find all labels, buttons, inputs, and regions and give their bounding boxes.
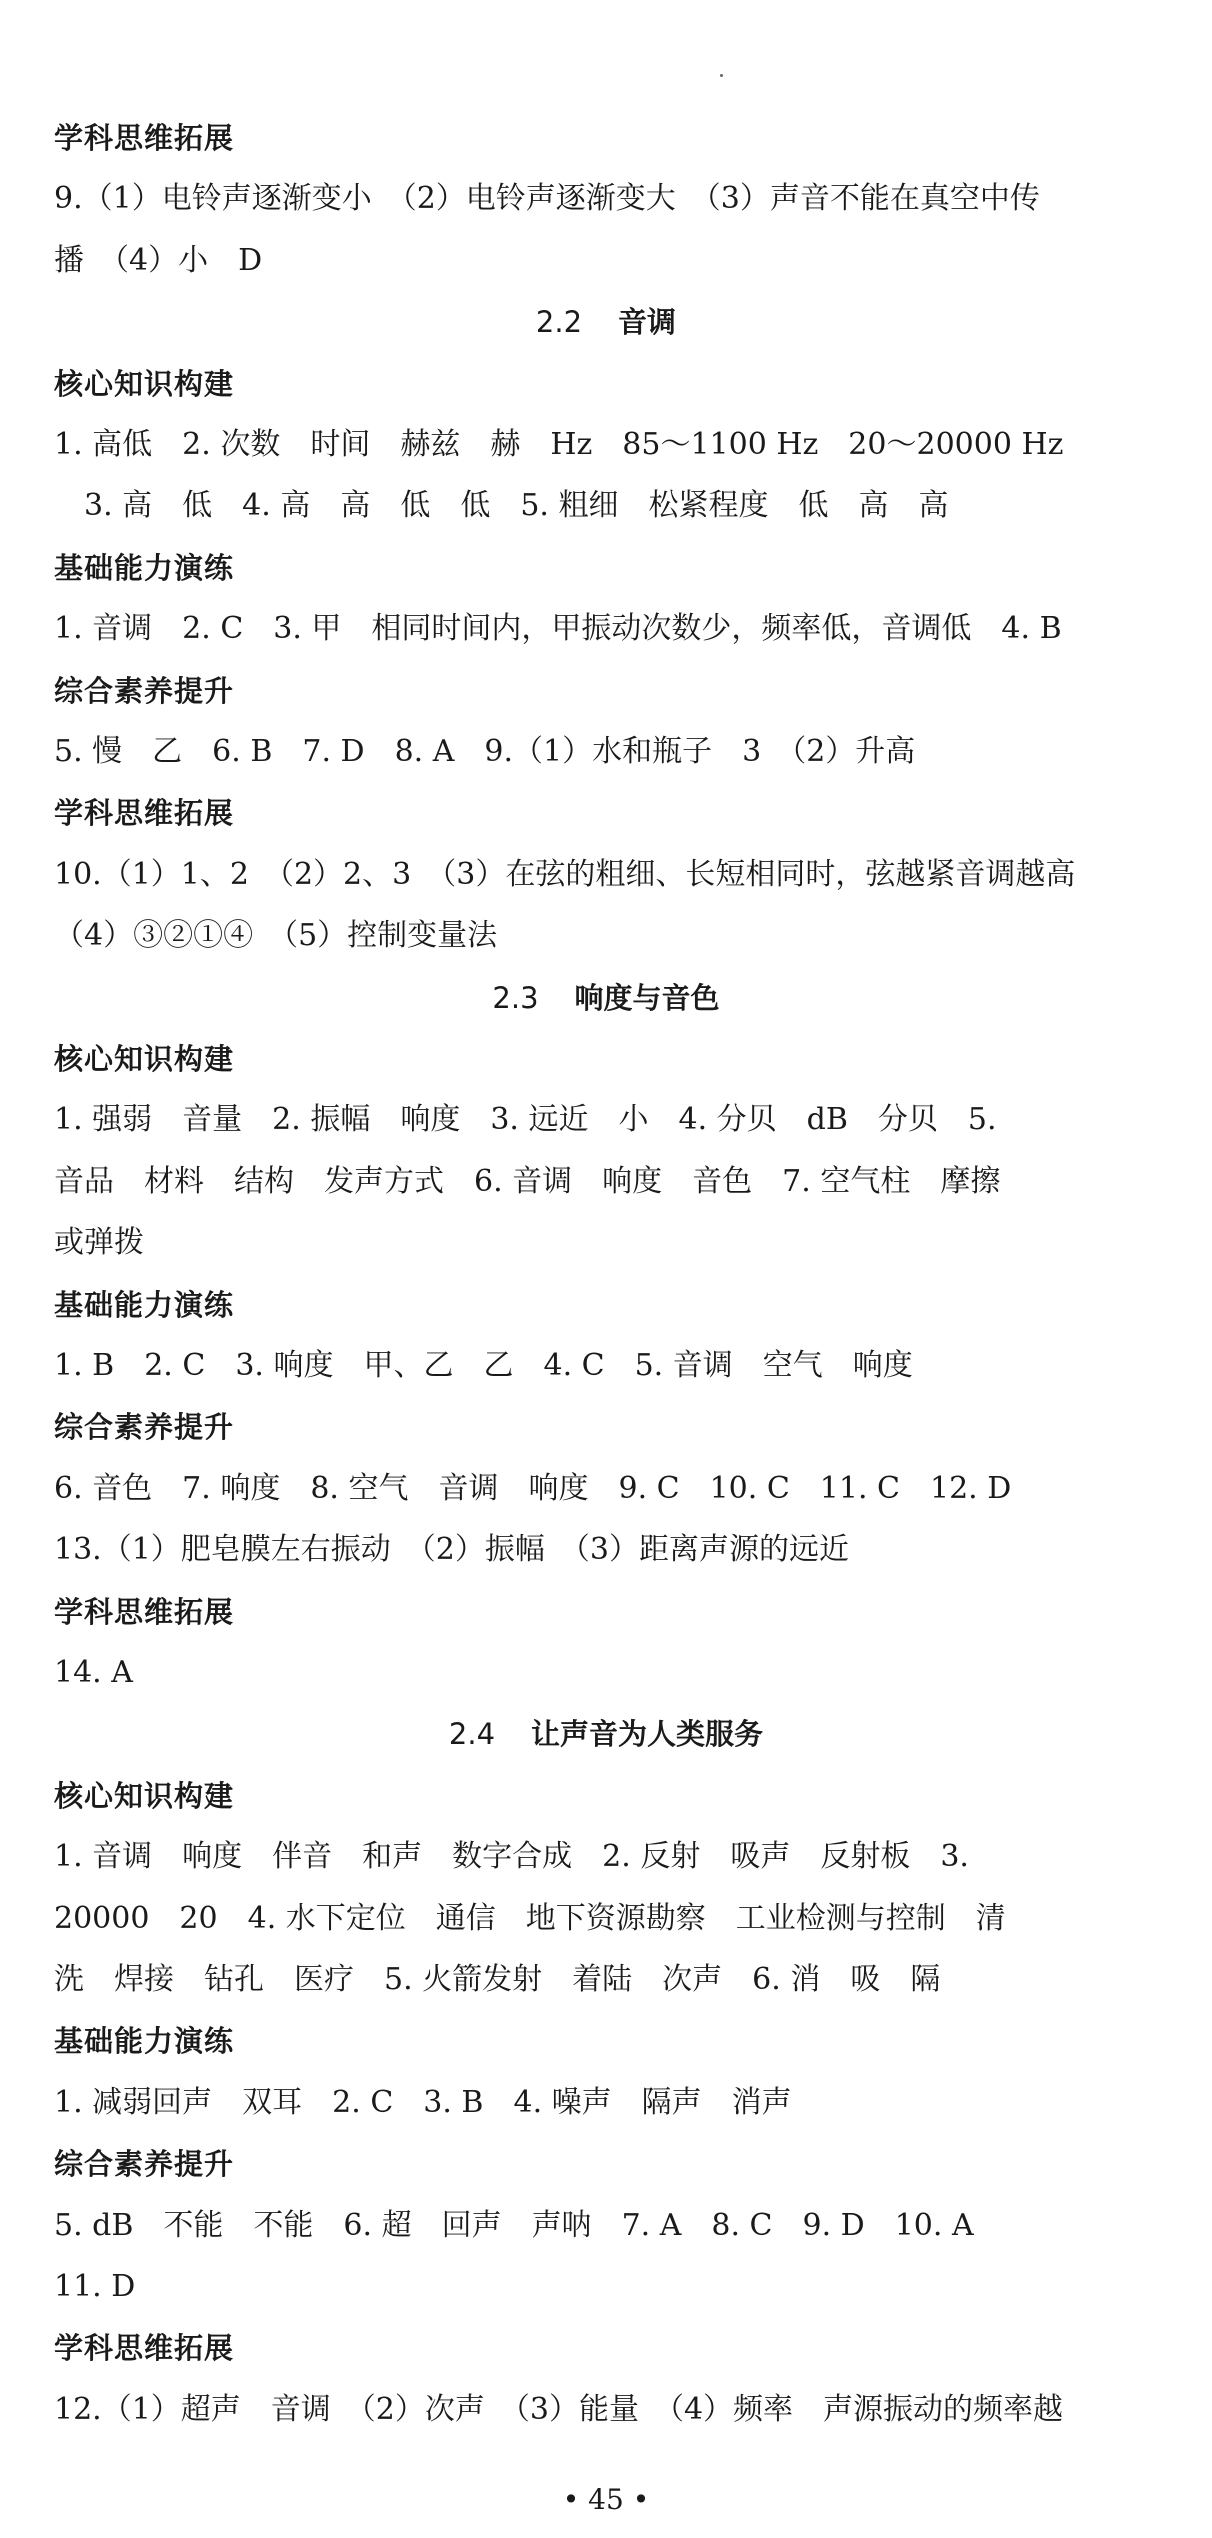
answer-line: 11. D: [54, 2269, 136, 2304]
answer-line: 1. 减弱回声 双耳 2. C 3. B 4. 噪声 隔声 消声: [54, 2085, 792, 2120]
section-number: 2.3: [492, 981, 539, 1015]
answer-line: 9.（1）电铃声逐渐变小 （2）电铃声逐渐变大 （3）声音不能在真空中传: [54, 181, 1040, 216]
answer-line: 5. dB 不能 不能 6. 超 回声 声呐 7. A 8. C 9. D 10. A: [54, 2208, 974, 2243]
subsection-heading: 基础能力演练: [54, 1288, 235, 1322]
subsection-heading: 基础能力演练: [54, 551, 235, 585]
answer-line: 1. 音调 响度 伴音 和声 数字合成 2. 反射 吸声 反射板 3.: [54, 1839, 969, 1874]
subsection-heading: 学科思维拓展: [54, 1595, 235, 1629]
subsection-heading: 综合素养提升: [54, 2147, 235, 2181]
answer-line: 音品 材料 结构 发声方式 6. 音调 响度 音色 7. 空气柱 摩擦: [54, 1164, 1001, 1199]
scan-dot: [720, 74, 723, 77]
section-number: 2.2: [535, 305, 583, 339]
section-title: [0, 1714, 1212, 1754]
subsection-heading: 学科思维拓展: [54, 2331, 235, 2365]
subsection-heading: 核心知识构建: [54, 1779, 235, 1813]
subsection-heading: 综合素养提升: [54, 674, 235, 708]
subsection-heading: 学科思维拓展: [54, 796, 235, 830]
answer-line: 3. 高 低 4. 高 高 低 低 5. 粗细 松紧程度 低 高 高: [54, 488, 949, 523]
subsection-heading: 学科思维拓展: [54, 121, 235, 155]
section-number: 2.4: [448, 1717, 496, 1751]
answer-line: 10.（1）1、2 （2）2、3 （3）在弦的粗细、长短相同时，弦越紧音调越高: [54, 857, 1076, 892]
answer-line: 播 （4）小 D: [54, 243, 263, 278]
answer-line: 5. 慢 乙 6. B 7. D 8. A 9.（1）水和瓶子 3 （2）升高: [54, 734, 916, 769]
answer-line: 1. 强弱 音量 2. 振幅 响度 3. 远近 小 4. 分贝 dB 分贝 5.: [54, 1102, 997, 1137]
page-number: • 45 •: [562, 2483, 650, 2516]
answer-line: 12.（1）超声 音调 （2）次声 （3）能量 （4）频率 声源振动的频率越: [54, 2392, 1064, 2427]
answer-line: 20000 20 4. 水下定位 通信 地下资源勘察 工业检测与控制 清: [54, 1901, 1006, 1936]
answer-line: 或弹拨: [54, 1225, 144, 1260]
subsection-heading: 基础能力演练: [54, 2024, 235, 2058]
section-name: 响度与音色: [574, 981, 720, 1015]
section-name: 让声音为人类服务: [531, 1717, 764, 1751]
answer-line: 1. B 2. C 3. 响度 甲、乙 乙 4. C 5. 音调 空气 响度: [54, 1348, 913, 1383]
subsection-heading: 核心知识构建: [54, 367, 235, 401]
answer-line: 1. 高低 2. 次数 时间 赫兹 赫 Hz 85～1100 Hz 20～20000 Hz: [54, 427, 1064, 462]
answer-line: 6. 音色 7. 响度 8. 空气 音调 响度 9. C 10. C 11. C 12. D: [54, 1471, 1012, 1506]
answer-line: 洗 焊接 钻孔 医疗 5. 火箭发射 着陆 次声 6. 消 吸 隔: [54, 1962, 941, 1997]
subsection-heading: 综合素养提升: [54, 1410, 235, 1444]
subsection-heading: 核心知识构建: [54, 1042, 235, 1076]
answer-line: （4）③②①④ （5）控制变量法: [54, 918, 498, 953]
answer-line: 13.（1）肥皂膜左右振动 （2）振幅 （3）距离声源的远近: [54, 1532, 849, 1567]
answer-line: 14. A: [54, 1655, 133, 1690]
section-title: [0, 302, 1212, 342]
answer-line: 1. 音调 2. C 3. 甲 相同时间内，甲振动次数少，频率低，音调低 4. B: [54, 611, 1062, 646]
section-name: 音调: [618, 305, 677, 339]
section-title: [0, 978, 1212, 1018]
